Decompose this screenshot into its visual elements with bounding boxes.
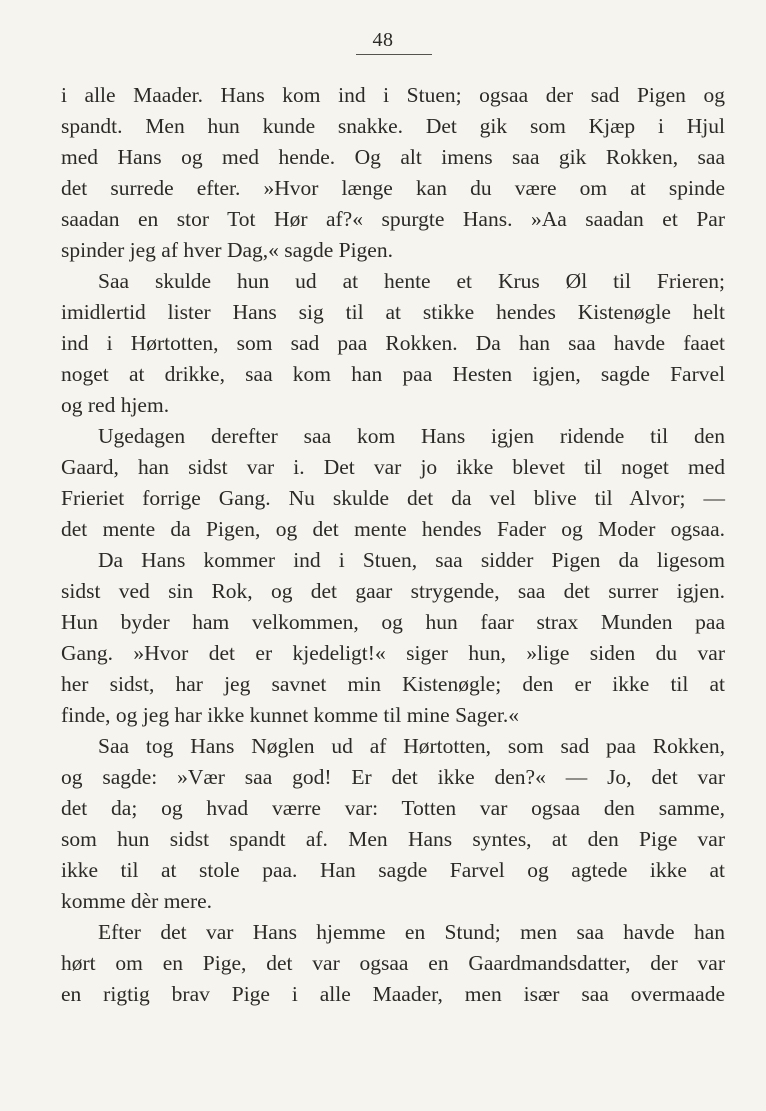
text-line: Da Hans kommer ind i Stuen, saa sidder Pigen da ligesom — [98, 548, 725, 572]
text-line: sidst ved sin Rok, og det gaar strygende, saa det surrer igjen. — [61, 579, 725, 603]
text-line: i alle Maader. Hans kom ind i Stuen; ogsaa der sad Pigen og — [61, 83, 725, 107]
text-line: komme dèr mere. — [61, 889, 213, 913]
text-line: Efter det var Hans hjemme en Stund; men saa havde han — [98, 920, 725, 944]
text-line: spinder jeg af hver Dag,« sagde Pigen. — [61, 238, 393, 262]
body-text — [61, 80, 725, 1010]
text-line: spandt. Men hun kunde snakke. Det gik som Kjæp i Hjul — [61, 114, 725, 138]
text-line: en rigtig brav Pige i alle Maader, men især saa overmaade — [61, 982, 725, 1006]
text-line: som hun sidst spandt af. Men Hans syntes, at den Pige var — [61, 827, 725, 851]
text-line: ikke til at stole paa. Han sagde Farvel og agtede ikke at — [61, 858, 725, 882]
text-line: imidlertid lister Hans sig til at stikke hendes Kistenøgle helt — [61, 300, 725, 324]
text-line: Hun byder ham velkommen, og hun faar strax Munden paa — [61, 610, 725, 634]
text-line: ind i Hørtotten, som sad paa Rokken. Da han saa havde faaet — [61, 331, 725, 355]
text-line: her sidst, har jeg savnet min Kistenøgle; den er ikke til at — [61, 672, 725, 696]
text-line: og sagde: »Vær saa god! Er det ikke den?« — Jo, det var — [61, 765, 725, 789]
page-number: 48 — [372, 29, 394, 51]
text-line: det mente da Pigen, og det mente hendes Fader og Moder ogsaa. — [61, 517, 725, 541]
text-line: det da; og hvad værre var: Totten var ogsaa den samme, — [61, 796, 725, 820]
text-line: hørt om en Pige, det var ogsaa en Gaardmandsdatter, der var — [61, 951, 725, 975]
text-line: Gaard, han sidst var i. Det var jo ikke blevet til noget med — [61, 455, 725, 479]
text-line: Saa skulde hun ud at hente et Krus Øl til Frieren; — [98, 269, 725, 293]
text-line: saadan en stor Tot Hør af?« spurgte Hans. »Aa saadan et Par — [61, 207, 725, 231]
text-line: det surrede efter. »Hvor længe kan du være om at spinde — [61, 176, 725, 200]
text-line: Gang. »Hvor det er kjedeligt!« siger hun, »lige siden du var — [61, 641, 725, 665]
page-number-underline — [356, 54, 432, 55]
text-line: Frieriet forrige Gang. Nu skulde det da vel blive til Alvor; — — [61, 486, 725, 510]
text-line: Ugedagen derefter saa kom Hans igjen ridende til den — [98, 424, 725, 448]
text-line: med Hans og med hende. Og alt imens saa gik Rokken, saa — [61, 145, 725, 169]
text-line: noget at drikke, saa kom han paa Hesten igjen, sagde Farvel — [61, 362, 725, 386]
text-line: og red hjem. — [61, 393, 170, 417]
text-line: finde, og jeg har ikke kunnet komme til mine Sager.« — [61, 703, 519, 727]
text-line: Saa tog Hans Nøglen ud af Hørtotten, som sad paa Rokken, — [98, 734, 725, 758]
